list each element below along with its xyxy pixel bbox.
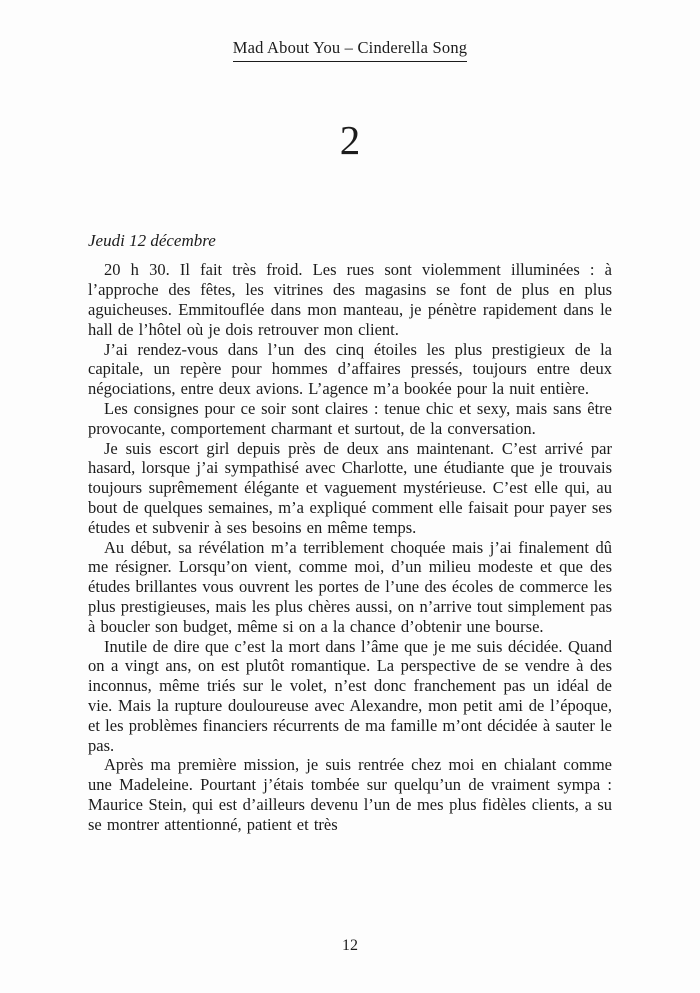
paragraph-7: Après ma première mission, je suis rentrée chez moi en chialant comme une Madeleine. Pourtant j’étais tombée sur quelqu’un de vraiment sympa : Maurice Stein, qui est d’ailleurs devenu l’un de mes plus fidèles clients, a su se montrer attentionné, patient et très [88,755,612,834]
date-heading: Jeudi 12 décembre [88,231,216,250]
paragraph-1: 20 h 30. Il fait très froid. Les rues sont violemment illuminées : à l’approche des fêtes, les vitrines des magasins se font de plus en plus aguicheuses. Emmitouflée dans mon manteau, je pénètre rapidement dans le hall de l’hôtel où je dois retrouver mon client. [88,260,612,339]
page-number: 12 [342,937,358,954]
running-header-title: Mad About You – Cinderella Song [233,38,467,62]
chapter-number: 2 [339,117,361,163]
paragraph-2: J’ai rendez-vous dans l’un des cinq étoiles les plus prestigieux de la capitale, un repère pour hommes d’affaires pressés, toujours entre deux négociations, entre deux avions. L’agence m’a bookée pour la nuit entière. [88,339,612,399]
running-header [88,38,612,62]
paragraph-5: Au début, sa révélation m’a terriblement choquée mais j’ai finalement dû me résigner. Lorsqu’on vient, comme moi, d’un milieu modeste et que des études brillantes vous ouvrent les portes de l’une des écoles de commerce les plus prestigieuses, mais les plus chères aussi, on n’arrive tout simplement pas à boucler son budget, même si on a la chance d’obtenir une bourse. [88,537,612,636]
body-text [88,260,612,834]
paragraph-6: Inutile de dire que c’est la mort dans l’âme que je me suis décidée. Quand on a vingt ans, on est plutôt romantique. La perspective de se vendre à des inconnus, même triés sur le volet, n’est donc franchement pas un idéal de vie. Mais la rupture douloureuse avec Alexandre, mon petit ami de l’époque, et les problèmes financiers récurrents de ma famille m’ont décidée à sauter le pas. [88,636,612,755]
paragraph-3: Les consignes pour ce soir sont claires : tenue chic et sexy, mais sans être provocante, comportement charmant et surtout, de la conversation. [88,398,612,438]
paragraph-4: Je suis escort girl depuis près de deux ans maintenant. C’est arrivé par hasard, lorsque j’ai sympathisé avec Charlotte, une étudiante que je trouvais toujours suprêmement élégante et vaguement mystérieuse. C’est elle qui, au bout de quelques semaines, m’a expliqué comment elle faisait pour payer ses études et subvenir à ses besoins en même temps. [88,438,612,537]
